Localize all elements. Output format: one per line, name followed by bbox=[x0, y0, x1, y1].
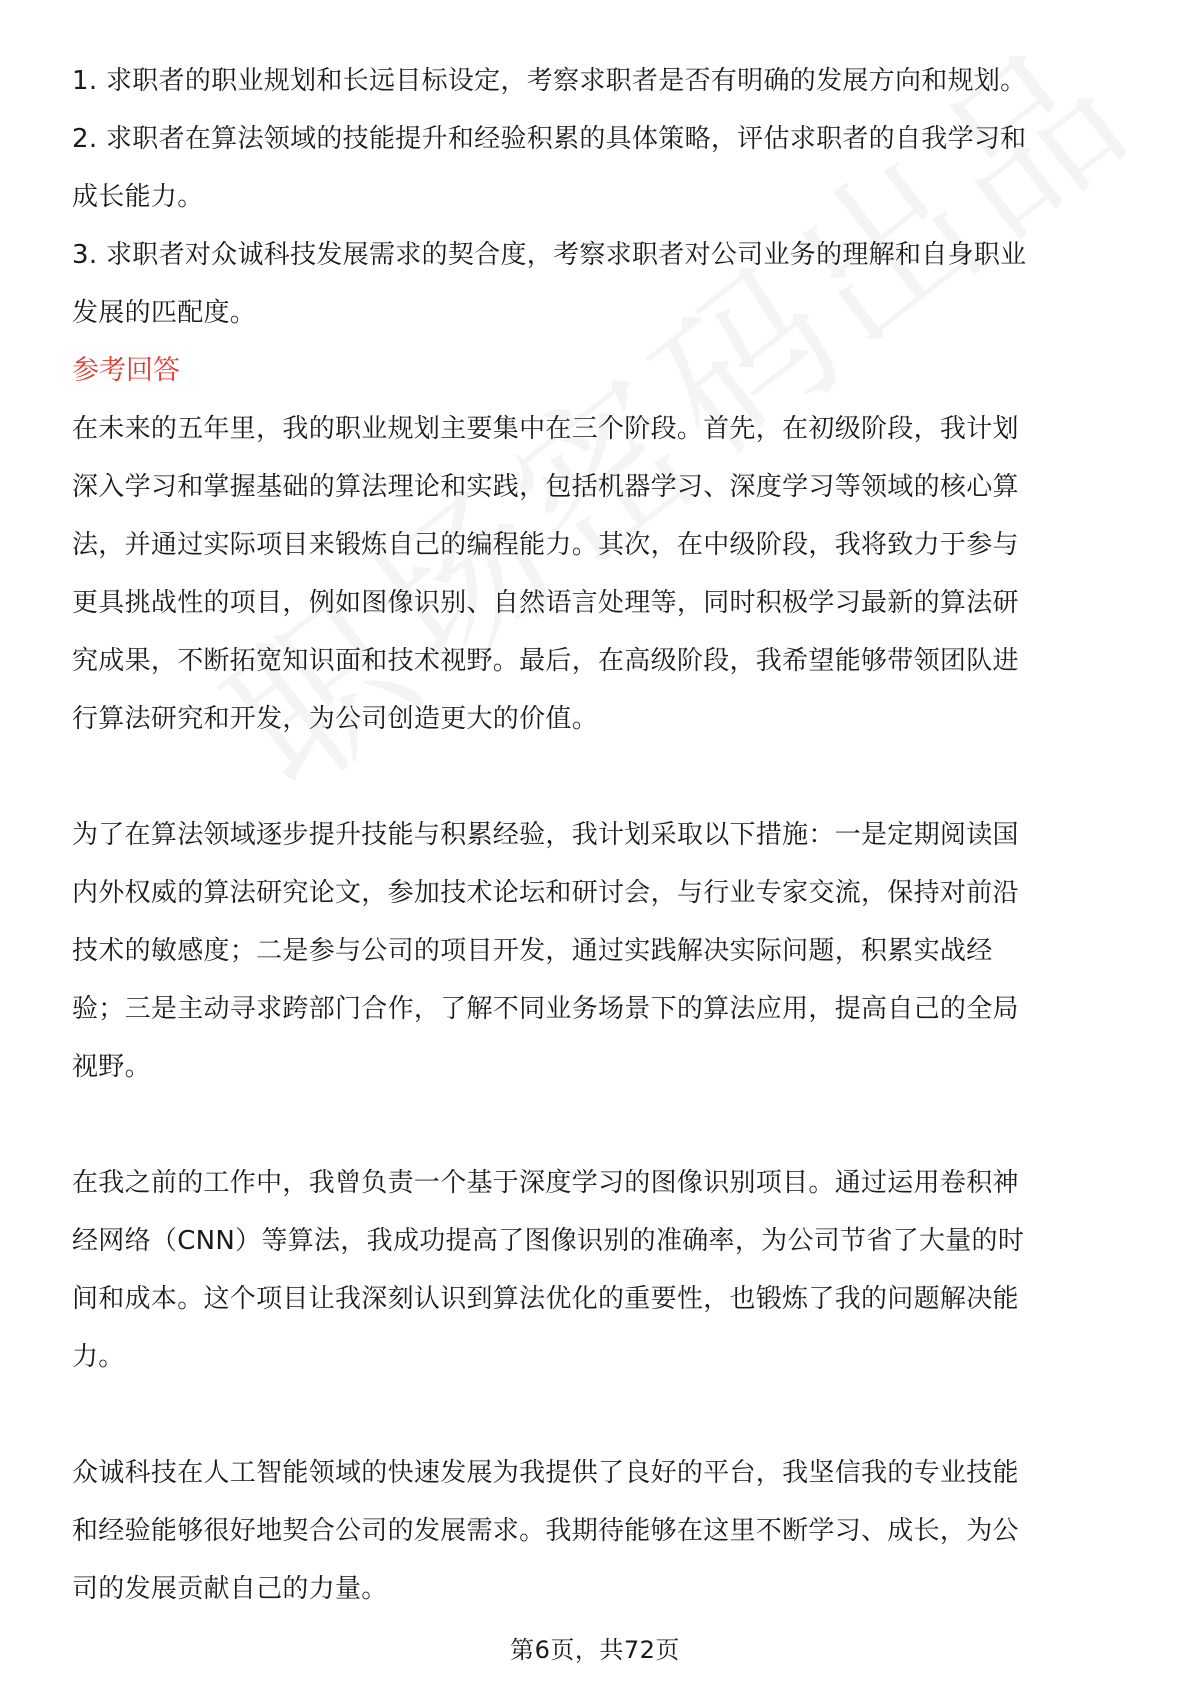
paragraph-line: 究成果，不断拓宽知识面和技术视野。最后，在高级阶段，我希望能够带领团队进 bbox=[72, 646, 1019, 676]
criteria-item bbox=[72, 226, 1118, 342]
criteria-item bbox=[72, 52, 1118, 110]
document-page bbox=[72, 52, 1118, 1618]
answer-paragraph bbox=[72, 1444, 1118, 1618]
criteria-line: 1. 求职者的职业规划和长远目标设定，考察求职者是否有明确的发展方向和规划。 bbox=[72, 66, 1027, 96]
paragraph-line: 深入学习和掌握基础的算法理论和实践，包括机器学习、深度学习等领域的核心算 bbox=[72, 472, 1019, 502]
paragraph-line: 技术的敏感度；二是参与公司的项目开发，通过实践解决实际问题，积累实战经 bbox=[72, 936, 993, 966]
paragraph-line: 在我之前的工作中，我曾负责一个基于深度学习的图像识别项目。通过运用卷积神 bbox=[72, 1168, 1019, 1198]
paragraph-spacer bbox=[72, 1386, 1118, 1444]
paragraph-line: 验；三是主动寻求跨部门合作，了解不同业务场景下的算法应用，提高自己的全局 bbox=[72, 994, 1019, 1024]
paragraph-line: 在未来的五年里，我的职业规划主要集中在三个阶段。首先，在初级阶段，我计划 bbox=[72, 414, 1019, 444]
paragraph-line: 司的发展贡献自己的力量。 bbox=[72, 1574, 388, 1604]
answer-paragraph bbox=[72, 806, 1118, 1096]
page-indicator: 第6页，共72页 bbox=[510, 1636, 680, 1664]
paragraph-line: 法，并通过实际项目来锻炼自己的编程能力。其次，在中级阶段，我将致力于参与 bbox=[72, 530, 1019, 560]
answer-paragraph bbox=[72, 1154, 1118, 1386]
paragraph-line: 行算法研究和开发，为公司创造更大的价值。 bbox=[72, 704, 599, 734]
paragraph-line: 间和成本。这个项目让我深刻认识到算法优化的重要性，也锻炼了我的问题解决能 bbox=[72, 1284, 1019, 1314]
paragraph-line: 内外权威的算法研究论文，参加技术论坛和研讨会，与行业专家交流，保持对前沿 bbox=[72, 878, 1019, 908]
criteria-line: 3. 求职者对众诚科技发展需求的契合度，考察求职者对公司业务的理解和自身职业 bbox=[72, 240, 1027, 270]
paragraph-spacer bbox=[72, 1096, 1118, 1154]
paragraph-line: 力。 bbox=[72, 1342, 125, 1372]
paragraph-line: 和经验能够很好地契合公司的发展需求。我期待能够在这里不断学习、成长，为公 bbox=[72, 1516, 1019, 1546]
reference-answer-heading: 参考回答 bbox=[72, 355, 180, 386]
criteria-line: 发展的匹配度。 bbox=[72, 298, 257, 328]
criteria-item bbox=[72, 110, 1118, 226]
answer-paragraph bbox=[72, 400, 1118, 748]
criteria-list bbox=[72, 52, 1118, 342]
paragraph-line: 经网络（CNN）等算法，我成功提高了图像识别的准确率，为公司节省了大量的时 bbox=[72, 1226, 1025, 1256]
paragraph-line: 视野。 bbox=[72, 1052, 151, 1082]
criteria-line: 2. 求职者在算法领域的技能提升和经验积累的具体策略，评估求职者的自我学习和 bbox=[72, 124, 1027, 154]
paragraph-line: 众诚科技在人工智能领域的快速发展为我提供了良好的平台，我坚信我的专业技能 bbox=[72, 1458, 1019, 1488]
paragraph-spacer bbox=[72, 748, 1118, 806]
criteria-line: 成长能力。 bbox=[72, 182, 204, 212]
paragraph-line: 为了在算法领域逐步提升技能与积累经验，我计划采取以下措施：一是定期阅读国 bbox=[72, 820, 1019, 850]
paragraph-line: 更具挑战性的项目，例如图像识别、自然语言处理等，同时积极学习最新的算法研 bbox=[72, 588, 1019, 618]
